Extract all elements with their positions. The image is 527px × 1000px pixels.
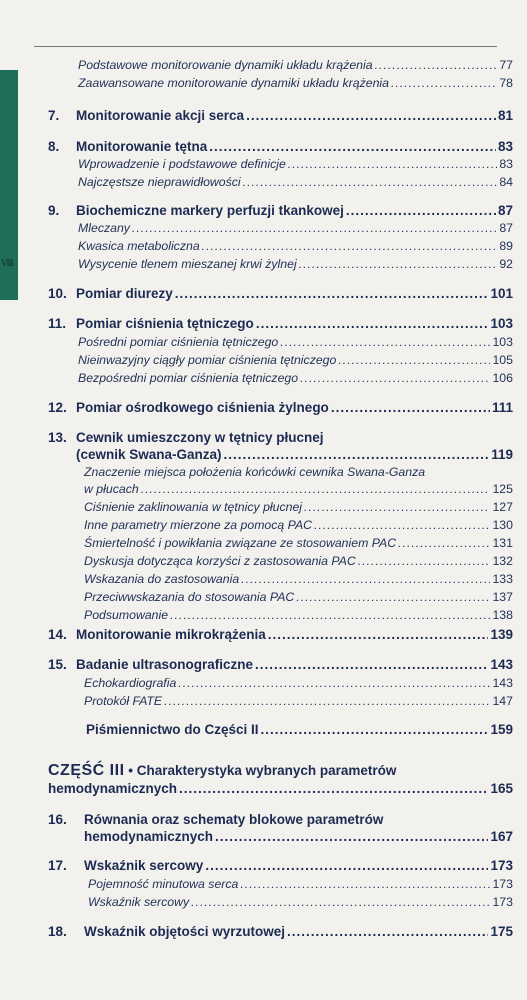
toc-bibliography[interactable] (86, 722, 513, 737)
toc-chapter[interactable] (76, 447, 513, 462)
toc-page: 137 (492, 590, 513, 604)
toc-page: 83 (497, 139, 513, 154)
chapter-number: 14. (48, 627, 67, 642)
toc-label: Podsumowanie (84, 608, 169, 622)
chapter-number: 7. (48, 108, 60, 123)
toc-label: Bezpośredni pomiar ciśnienia tętniczego (78, 371, 299, 385)
leader-dots (314, 518, 490, 532)
toc-label: Równania oraz schematy blokowe parametrów (84, 812, 384, 827)
part-prefix: CZĘŚĆ III (48, 762, 125, 779)
toc-label: Śmiertelność i powikłania związane ze stosowaniem PAC (84, 536, 397, 550)
toc-page: 103 (490, 316, 513, 331)
leader-dots (202, 239, 498, 253)
toc-chapter-line1[interactable] (48, 430, 513, 445)
toc-entry[interactable] (84, 590, 513, 604)
leader-dots (255, 657, 488, 672)
toc-entry[interactable] (78, 257, 513, 271)
toc-part-line1[interactable] (48, 762, 396, 780)
toc-label: Ciśnienie zaklinowania w tętnicy płucnej (84, 500, 303, 514)
toc-label: Nieinwazyjny ciągły pomiar ciśnienia tętniczego (78, 353, 337, 367)
leader-dots (141, 482, 491, 496)
chapter-number: 13. (48, 430, 67, 445)
toc-chapter[interactable] (48, 203, 513, 218)
toc-page: 78 (499, 76, 513, 90)
toc-chapter[interactable] (48, 286, 513, 301)
toc-label: Wskazania do zastosowania (84, 572, 240, 586)
toc-page: 81 (497, 108, 513, 123)
toc-page: 87 (497, 203, 513, 218)
toc-page: 173 (492, 895, 513, 909)
leader-dots (375, 58, 498, 72)
toc-label: Pomiar diurezy (76, 286, 173, 301)
toc-page: 84 (499, 175, 513, 189)
toc-entry[interactable] (78, 221, 513, 235)
toc-page: 111 (491, 400, 513, 415)
toc-page: 132 (492, 554, 513, 568)
toc-page: 131 (492, 536, 513, 550)
toc-label: Zaawansowane monitorowanie dynamiki układu krążenia (78, 76, 390, 90)
leader-dots (240, 877, 490, 891)
leader-dots (243, 175, 498, 189)
toc-page: 139 (490, 627, 513, 642)
toc-label: hemodynamicznych (84, 829, 214, 844)
toc-part[interactable] (48, 781, 513, 796)
toc-page: 89 (499, 239, 513, 253)
toc-label: Dyskusja dotycząca korzyści z zastosowania PAC (84, 554, 356, 568)
leader-dots (256, 316, 489, 331)
toc-entry[interactable] (78, 157, 513, 171)
leader-dots (331, 400, 490, 415)
toc-label: hemodynamicznych (48, 781, 178, 796)
leader-dots (179, 781, 488, 796)
toc-entry[interactable] (78, 353, 513, 367)
toc-label: Badanie ultrasonograficzne (76, 657, 254, 672)
toc-entry[interactable] (78, 58, 513, 72)
leader-dots (215, 829, 488, 844)
leader-dots (268, 627, 489, 642)
toc-page: 167 (490, 829, 513, 844)
toc-entry[interactable] (84, 482, 513, 496)
chapter-number: 18. (48, 924, 67, 939)
toc-label: Kwasica metaboliczna (78, 239, 200, 253)
chapter-number: 17. (48, 858, 67, 873)
toc-entry[interactable] (84, 518, 513, 532)
leader-dots (398, 536, 490, 550)
chapter-number: 9. (48, 203, 60, 218)
toc-chapter[interactable] (48, 858, 513, 873)
toc-label: Pośredni pomiar ciśnienia tętniczego (78, 335, 279, 349)
toc-label: Inne parametry mierzone za pomocą PAC (84, 518, 313, 532)
toc-chapter[interactable] (48, 400, 513, 415)
leader-dots (209, 139, 496, 154)
toc-chapter-line1[interactable] (48, 812, 513, 827)
toc-page: 101 (490, 286, 513, 301)
toc-entry[interactable] (78, 371, 513, 385)
leader-dots (300, 371, 490, 385)
toc-page: 175 (490, 924, 513, 939)
toc-entry[interactable] (78, 239, 513, 253)
toc-entry[interactable] (88, 895, 513, 909)
toc-chapter[interactable] (48, 316, 513, 331)
chapter-number: 12. (48, 400, 67, 415)
toc-page: 147 (492, 694, 513, 708)
toc-page: 165 (490, 781, 513, 796)
leader-dots (164, 694, 490, 708)
toc-label: w płucach (84, 482, 139, 496)
toc-label: Przeciwwskazania do stosowania PAC (84, 590, 295, 604)
toc-entry[interactable] (78, 175, 513, 189)
toc-chapter[interactable] (48, 924, 513, 939)
chapter-number: 11. (48, 316, 67, 331)
toc-page: 173 (490, 858, 513, 873)
leader-dots (191, 895, 490, 909)
toc-chapter[interactable] (48, 627, 513, 642)
toc-label: Wskaźnik sercowy (84, 858, 204, 873)
toc-label: Protokół FATE (84, 694, 163, 708)
leader-dots (304, 500, 490, 514)
toc-page: 87 (499, 221, 513, 235)
toc-label: Pojemność minutowa serca (88, 877, 239, 891)
toc-page: 77 (499, 58, 513, 72)
toc-page: 173 (492, 877, 513, 891)
leader-dots (178, 676, 490, 690)
leader-dots (338, 353, 490, 367)
leader-dots (299, 257, 498, 271)
chapter-number: 15. (48, 657, 67, 672)
toc-entry[interactable] (84, 694, 513, 708)
toc-entry[interactable] (78, 335, 513, 349)
toc-page: 103 (492, 335, 513, 349)
toc-entry[interactable] (84, 554, 513, 568)
toc-label: Biochemiczne markery perfuzji tkankowej (76, 203, 344, 218)
toc-label: (cewnik Swana-Ganza) (76, 447, 222, 462)
leader-dots (296, 590, 490, 604)
toc-page: 92 (499, 257, 513, 271)
toc-entry[interactable] (78, 76, 513, 90)
toc-page: 106 (492, 371, 513, 385)
toc-page: 127 (492, 500, 513, 514)
toc-page: 105 (492, 353, 513, 367)
leader-dots (288, 157, 498, 171)
toc-label: Piśmiennictwo do Części II (86, 722, 259, 737)
part-bullet: • (128, 763, 134, 778)
toc-page: 119 (491, 447, 513, 462)
leader-dots (224, 447, 490, 462)
toc-label: Monitorowanie mikrokrążenia (76, 627, 266, 642)
toc-page: 143 (490, 657, 513, 672)
toc-entry[interactable] (84, 500, 513, 514)
toc-chapter[interactable] (84, 829, 513, 844)
toc-page: 130 (492, 518, 513, 532)
toc-label: Cewnik umieszczony w tętnicy płucnej (76, 430, 324, 445)
toc-label: Mleczany (78, 221, 130, 235)
toc-chapter[interactable] (48, 139, 513, 154)
leader-dots (287, 924, 488, 939)
toc-chapter[interactable] (48, 108, 513, 123)
toc-entry-line1[interactable] (84, 465, 513, 479)
leader-dots (170, 608, 490, 622)
toc-label: Wprowadzenie i podstawowe definicje (78, 157, 286, 171)
leader-dots (175, 286, 489, 301)
toc-entry[interactable] (84, 536, 513, 550)
toc-entry[interactable] (88, 877, 513, 891)
toc-chapter[interactable] (48, 657, 513, 672)
toc-label: Echokardiografia (84, 676, 177, 690)
chapter-number: 8. (48, 139, 60, 154)
toc-page: 138 (492, 608, 513, 622)
leader-dots (241, 572, 490, 586)
toc-entry[interactable] (84, 572, 513, 586)
leader-dots (205, 858, 488, 873)
toc-label: Monitorowanie tętna (76, 139, 208, 154)
toc-page: 133 (492, 572, 513, 586)
side-tab-label: VIII (1, 258, 13, 268)
toc-entry[interactable] (84, 676, 513, 690)
leader-dots (391, 76, 497, 90)
toc-label: Pomiar ciśnienia tętniczego (76, 316, 254, 331)
toc-label: Pomiar ośrodkowego ciśnienia żylnego (76, 400, 329, 415)
toc-label: Znaczenie miejsca położenia końcówki cewnika Swana-Ganza (84, 465, 426, 479)
leader-dots (261, 722, 489, 737)
leader-dots (132, 221, 497, 235)
toc-label: Wskaźnik objętości wyrzutowej (84, 924, 286, 939)
toc-page: 125 (492, 482, 513, 496)
toc-label: Monitorowanie akcji serca (76, 108, 245, 123)
toc-label: Wskaźnik sercowy (88, 895, 190, 909)
toc-page: 83 (499, 157, 513, 171)
toc-page: 143 (492, 676, 513, 690)
toc-page: 159 (490, 722, 513, 737)
chapter-number: 16. (48, 812, 67, 827)
toc-label: Wysycenie tlenem mieszanej krwi żylnej (78, 257, 297, 271)
leader-dots (246, 108, 496, 123)
toc-label: Podstawowe monitorowanie dynamiki układu krążenia (78, 58, 373, 72)
leader-dots (280, 335, 490, 349)
toc-entry[interactable] (84, 608, 513, 622)
chapter-number: 10. (48, 286, 67, 301)
toc-label: Najczęstsze nieprawidłowości (78, 175, 241, 189)
leader-dots (358, 554, 491, 568)
toc-label: Charakterystyka wybranych parametrów (136, 763, 397, 778)
leader-dots (346, 203, 496, 218)
header-rule (34, 46, 497, 47)
